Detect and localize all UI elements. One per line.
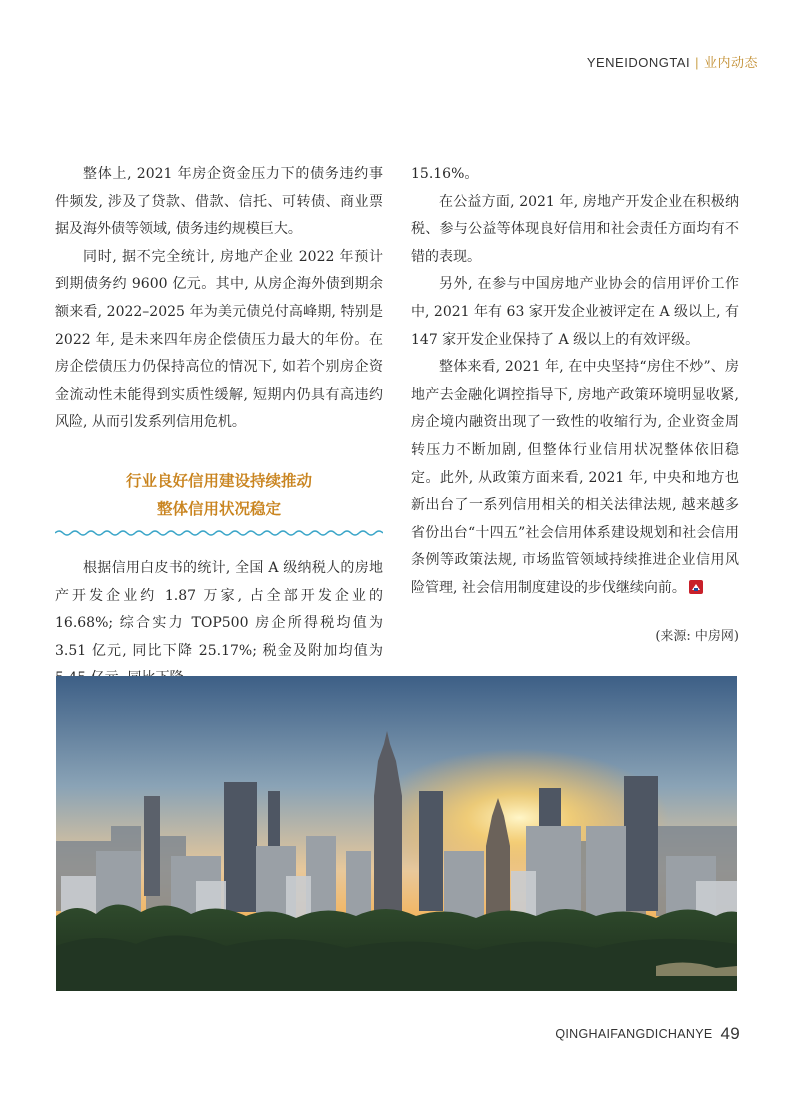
header-separator: | [695,55,699,70]
paragraph: 同时, 据不完全统计, 房地产企业 2022 年预计到期债务约 9600 亿元。其中, 从房企海外债到期余额来看, 2022–2025 年为美元债兑付高峰期, 特别是 2022 年, 是未来四年房企偿债压力最大的年份。在房企偿债压力仍保持高位的情况下, 如若个别房企资金流动性未能得到实质性缓解, 短期内仍具有高违约风险, 从而引发系列信用危机。 [55,248,383,431]
header-section-en: YENEIDONGTAI [586,55,691,70]
section-heading [55,467,383,537]
magazine-name: QINGHAIFANGDICHANYE [555,1027,713,1041]
source-credit: (来源: 中房网) [655,628,739,644]
paragraph-text: 整体来看, 2021 年, 在中央坚持“房住不炒”、房地产去金融化调控指导下, 房地产政策环境明显收紧, 房企境内融资出现了一致性的收缩行为, 企业资金周转压力不断加剧, 但整体行业信用状况整体依旧稳定。此外, 从政策方面来看, 2021 年, 中央和地方也新出台了一系列信用相关的相关法律法规, 越来越多省份出台“十四五”社会信用体系建设规划和社会信用条例等政策法规, 市场监管领域持续推进企业信用风险管理, 社会信用制度建设的步伐继续向前。 [411,359,739,596]
paragraph-last [411,354,739,602]
paragraph: 整体上, 2021 年房企资金压力下的债务违约事件频发, 涉及了贷款、借款、信托、可转债、商业票据及海外债等领域, 债务违约规模巨大。 [55,166,383,238]
paragraph: 在公益方面, 2021 年, 房地产开发企业在积极纳税、参与公益等体现良好信用和社会责任方面均有不错的表现。 [411,193,739,265]
section-heading-line: 行业良好信用建设持续推动 [125,471,312,490]
section-heading-line: 整体信用状况稳定 [156,499,281,518]
right-column [411,161,739,650]
paragraph: 根据信用白皮书的统计, 全国 A 级纳税人的房地产开发企业约 1.87 万家, 占全部开发企业的 16.68%; 综合实力 TOP500 房企所得税均值为 3.51 亿元, 同比下降 25.17%; 税金及附加均值为 [55,559,383,659]
paragraph: 另外, 在参与中国房地产业协会的信用评价工作中, 2021 年有 63 家开发企业被评定在 A 级以上, 有 147 家开发企业保持了 A 级以上的有效评级。 [411,276,739,348]
left-column [55,161,383,693]
paragraph-continuation: 15.16%。 [411,166,479,182]
header-section-cn: 业内动态 [703,55,758,70]
page-number: 49 [720,1024,740,1043]
page-footer [555,1024,740,1044]
wavy-divider [55,529,383,537]
city-skyline-photo [56,676,737,991]
end-mark-icon [689,580,703,594]
skyline-illustration [56,676,737,991]
running-header [587,52,758,71]
